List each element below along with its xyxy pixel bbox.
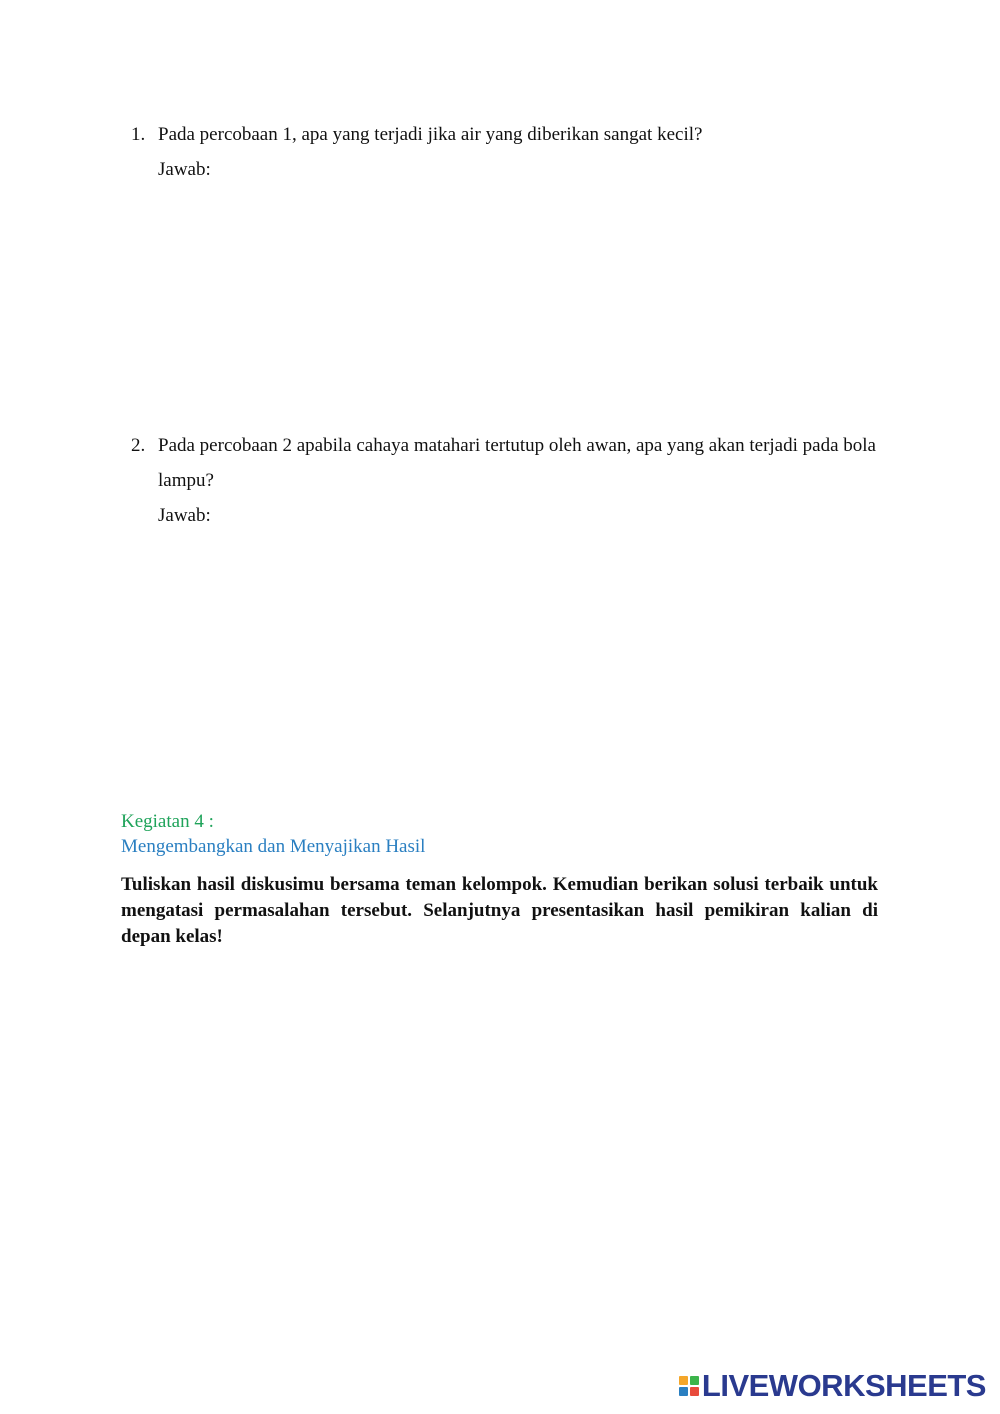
logo-square bbox=[679, 1387, 688, 1396]
logo-text: LIVEWORKSHEETS bbox=[701, 1368, 986, 1403]
question-2 bbox=[131, 428, 891, 533]
liveworksheets-logo bbox=[679, 1368, 986, 1404]
question-text: Pada percobaan 1, apa yang terjadi jika air yang diberikan sangat kecil? bbox=[158, 124, 703, 145]
answer-area-2[interactable] bbox=[157, 540, 877, 780]
activity-title: Mengembangkan dan Menyajikan Hasil bbox=[121, 836, 426, 857]
answer-area-1[interactable] bbox=[157, 190, 877, 410]
activity-instruction: Tuliskan hasil diskusimu bersama teman kelompok. Kemudian berikan solusi terbaik untuk mengatasi permasalahan tersebut. Selanjutnya presentasikan hasil pemikiran kalian di depan kelas! bbox=[121, 874, 878, 947]
answer-area-3[interactable] bbox=[121, 960, 878, 1320]
logo-mark-icon bbox=[679, 1376, 699, 1396]
answer-label: Jawab: bbox=[158, 505, 211, 526]
question-number: 1. bbox=[131, 124, 146, 145]
logo-square bbox=[679, 1376, 688, 1385]
logo-square bbox=[690, 1387, 699, 1396]
question-1 bbox=[131, 117, 891, 187]
answer-label: Jawab: bbox=[158, 159, 211, 180]
activity-label: Kegiatan 4 : bbox=[121, 811, 214, 832]
question-number: 2. bbox=[131, 435, 146, 456]
question-text: Pada percobaan 2 apabila cahaya matahari tertutup oleh awan, apa yang akan terjadi pada bola lampu? bbox=[158, 435, 876, 491]
logo-square bbox=[690, 1376, 699, 1385]
activity-heading bbox=[121, 809, 425, 859]
